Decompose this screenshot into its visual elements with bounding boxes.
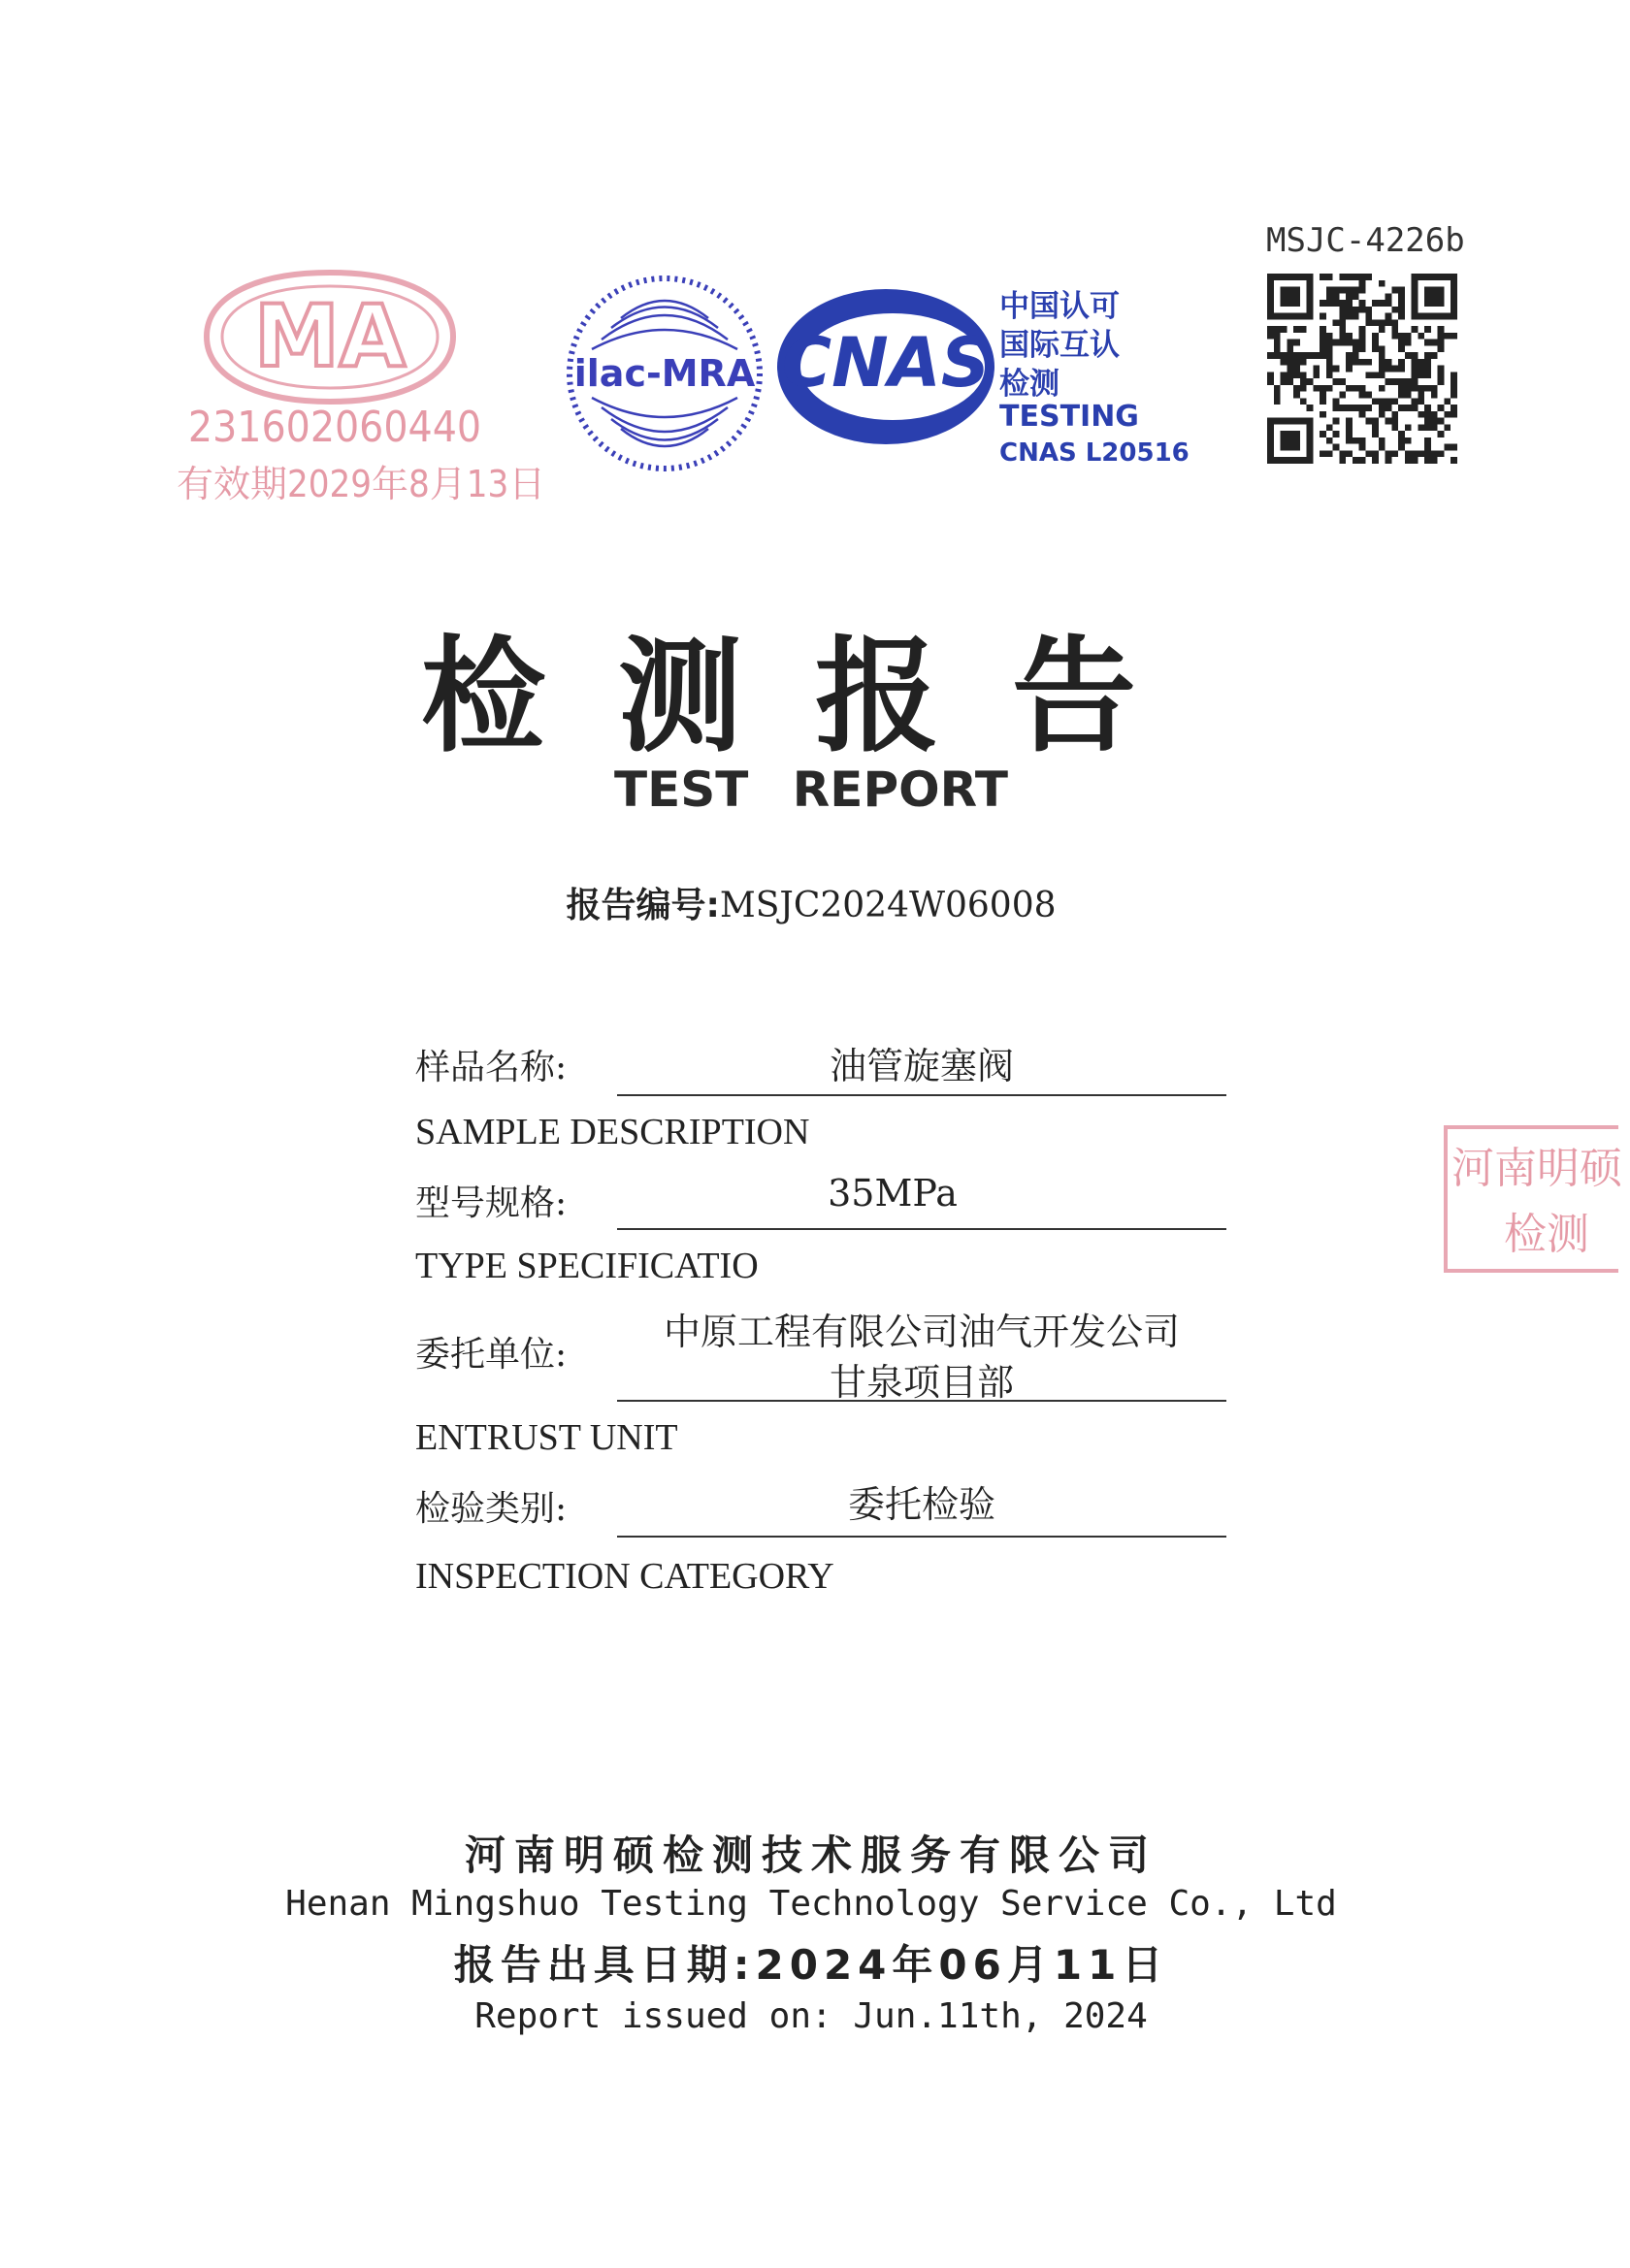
cnas-testing: TESTING: [999, 400, 1139, 434]
svg-text:ilac-MRA: ilac-MRA: [573, 352, 756, 395]
type-spec-label: 型号规格:: [415, 1183, 568, 1223]
cnas-code: CNAS L20516: [999, 438, 1190, 468]
report-number: [0, 878, 1622, 927]
svg-text:CNAS: CNAS: [781, 323, 991, 403]
inspection-category-label: 检验类别:: [415, 1489, 568, 1529]
ma-code: 231602060440: [187, 403, 482, 452]
side-seal-line-2: 检测: [1504, 1210, 1589, 1259]
ma-validity: 有效期2029年8月13日: [177, 463, 546, 505]
company-name-cn: 河南明硕检测技术服务有限公司: [464, 1831, 1157, 1879]
entrust-unit-en-label: ENTRUST UNIT: [415, 1417, 678, 1458]
inspection-category-value: 委托检验: [847, 1483, 995, 1526]
issue-date-cn: 报告出具日期:2024年06月11日: [453, 1941, 1169, 1989]
type-spec-underline: [617, 1228, 1226, 1230]
sample-name-underline: [617, 1094, 1226, 1096]
qr-code-icon[interactable]: [1267, 274, 1457, 464]
sample-name-value: 油管旋塞阀: [829, 1045, 1014, 1087]
type-specification-label: TYPE SPECIFICATIO: [415, 1246, 759, 1286]
cnas-line-3: 检测: [999, 367, 1060, 402]
entrust-unit-value-line2: 甘泉项目部: [829, 1361, 1014, 1404]
sample-name-label: 样品名称:: [415, 1048, 568, 1087]
report-title-en: TEST REPORT: [614, 761, 1008, 818]
type-spec-value: 35MPa: [828, 1172, 958, 1215]
issue-date-en: Report issued on: Jun.11th, 2024: [474, 1996, 1148, 2036]
report-number-value: MSJC2024W06008: [719, 886, 1057, 925]
entrust-unit-value-line1: 中原工程有限公司油气开发公司: [663, 1311, 1180, 1353]
svg-text:MA: MA: [254, 286, 406, 386]
entrust-unit-underline: [617, 1400, 1226, 1402]
ilac-mra-logo: [563, 272, 766, 475]
side-seal-line-1: 河南明硕: [1451, 1144, 1622, 1193]
document-code: MSJC-4226b: [1266, 221, 1465, 260]
cnas-line-2: 国际互认: [999, 328, 1120, 363]
cnas-logo: [771, 281, 999, 451]
inspection-category-en-label: INSPECTION CATEGORY: [415, 1556, 834, 1597]
cnas-line-1: 中国认可: [999, 289, 1120, 324]
report-number-label: 报告编号:: [566, 886, 720, 925]
inspection-category-underline: [617, 1536, 1226, 1538]
sample-description-label: SAMPLE DESCRIPTION: [415, 1112, 810, 1152]
report-title-cn: 检测报告: [420, 624, 1209, 769]
company-name-en: Henan Mingshuo Testing Technology Service Co., Ltd: [285, 1884, 1337, 1924]
entrust-unit-label: 委托单位:: [415, 1335, 568, 1375]
ma-certification-logo: [199, 267, 461, 407]
